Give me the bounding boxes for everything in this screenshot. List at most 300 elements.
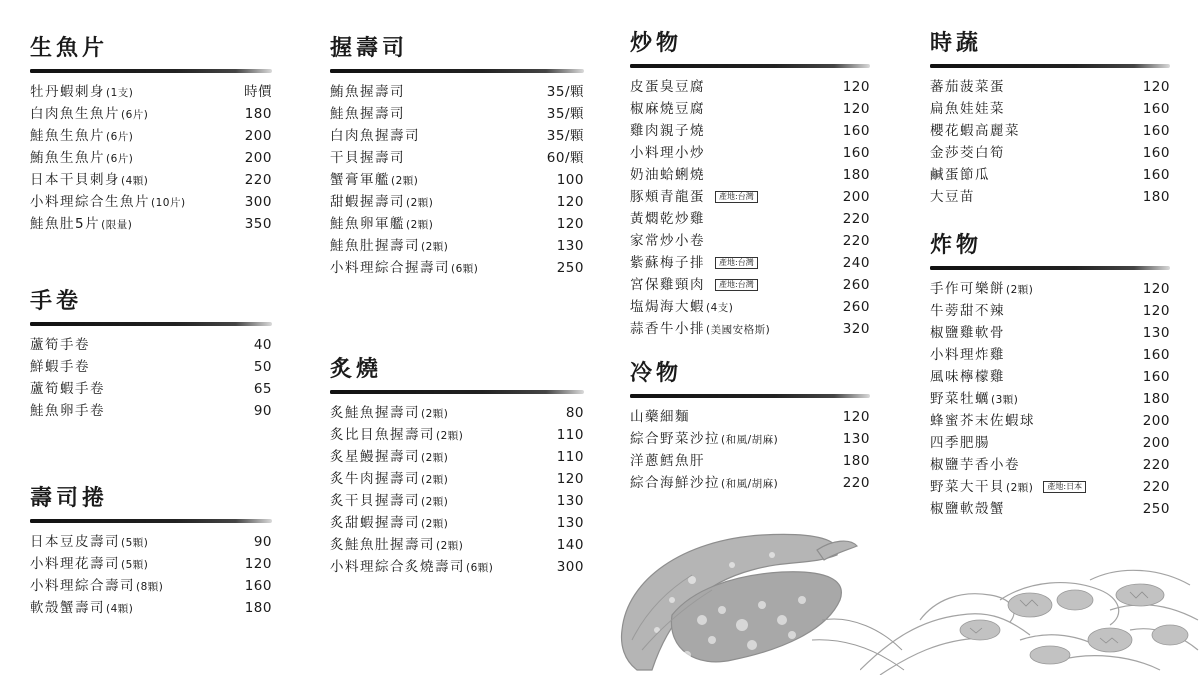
menu-item-price: 220 (244, 172, 272, 188)
menu-item-name-group (30, 356, 90, 378)
menu-item (30, 575, 272, 597)
menu-item-name: 甜蝦握壽司 (330, 194, 405, 210)
menu-item-price: 110 (556, 449, 584, 465)
menu-item (930, 76, 1170, 98)
origin-badge: 產地:日本 (1043, 481, 1086, 493)
menu-item-name-group (30, 191, 186, 214)
menu-item (30, 531, 272, 553)
menu-item (330, 402, 584, 424)
menu-item-name-group (30, 213, 132, 236)
menu-item-price: 35/顆 (546, 84, 584, 100)
menu-item-price: 120 (556, 471, 584, 487)
menu-item-note: (5顆) (121, 537, 149, 549)
menu-item-price: 160 (842, 123, 870, 139)
menu-item-name: 洋蔥鱈魚肝 (630, 453, 705, 469)
menu-item (30, 103, 272, 125)
menu-item-name: 椒鹽芋香小卷 (930, 457, 1020, 473)
menu-item-name: 鮪魚握壽司 (330, 84, 405, 100)
seafood-sketch-illustration (860, 560, 1200, 675)
menu-item-price: 120 (1142, 303, 1170, 319)
menu-item-name-group (930, 142, 1005, 164)
menu-item-price: 300 (244, 194, 272, 210)
menu-item-note: (2顆) (406, 219, 434, 231)
menu-item-name-group (930, 498, 1005, 520)
menu-item-name: 日本豆皮壽司 (30, 534, 120, 550)
menu-item-price: 350 (244, 216, 272, 232)
menu-item-price: 250 (556, 260, 584, 276)
menu-item-name-group (930, 410, 1035, 432)
menu-item-name: 小料理小炒 (630, 145, 705, 161)
menu-item-name: 手作可樂餅 (930, 281, 1005, 297)
menu-item-name-group (330, 235, 448, 258)
menu-item-name-group (330, 125, 420, 147)
menu-item (330, 424, 584, 446)
menu-item-name: 白肉魚握壽司 (330, 128, 420, 144)
menu-item-name: 綜合海鮮沙拉 (630, 475, 720, 491)
menu-item-name: 豚頰青龍蛋 (630, 189, 705, 205)
menu-item-price: 120 (244, 556, 272, 572)
menu-item-name-group (630, 208, 705, 230)
menu-item-note: (1支) (106, 87, 134, 99)
menu-item-price: 200 (244, 150, 272, 166)
section-title: 生魚片 (30, 35, 109, 61)
section-vegetables (930, 28, 1170, 208)
menu-item-name: 牛蒡甜不辣 (930, 303, 1005, 319)
menu-item-name-group (330, 257, 478, 280)
section-title: 炙燒 (330, 356, 383, 382)
menu-item-name: 炙牛肉握壽司 (330, 471, 420, 487)
menu-item-price: 130 (556, 515, 584, 531)
menu-item-name: 蘆筍蝦手卷 (30, 381, 105, 397)
menu-item (930, 164, 1170, 186)
menu-item-name-group (630, 472, 778, 495)
section-title: 手卷 (30, 288, 83, 314)
menu-item-name-group (330, 534, 463, 557)
menu-item (330, 446, 584, 468)
menu-item-name: 鮭魚生魚片 (30, 128, 105, 144)
menu-item-price: 200 (244, 128, 272, 144)
section-hand-roll (30, 286, 272, 422)
menu-item-note: (5顆) (121, 559, 149, 571)
section-stir-fry (630, 28, 870, 340)
menu-item-name-group (630, 186, 758, 208)
menu-item (330, 103, 584, 125)
menu-item-price: 160 (1142, 369, 1170, 385)
menu-item-price: 100 (556, 172, 584, 188)
menu-item-price: 120 (556, 216, 584, 232)
menu-item-note: (限量) (101, 219, 133, 231)
menu-item (930, 120, 1170, 142)
menu-item-name: 鹹蛋節瓜 (930, 167, 990, 183)
menu-item-name-group (330, 191, 433, 214)
menu-item-name-group (30, 400, 105, 422)
menu-item-price: 200 (1142, 435, 1170, 451)
origin-badge: 產地:台灣 (715, 191, 758, 203)
menu-item-name: 小料理綜合炙燒壽司 (330, 559, 465, 575)
menu-item (930, 142, 1170, 164)
menu-item-name: 黃燜乾炒雞 (630, 211, 705, 227)
menu-item-note: (和風/胡麻) (721, 478, 779, 490)
menu-item-price: 180 (244, 600, 272, 616)
menu-item-price: 220 (842, 211, 870, 227)
menu-item-name: 扁魚娃娃菜 (930, 101, 1005, 117)
menu-item-note: (4顆) (121, 175, 149, 187)
menu-item-name-group (330, 556, 493, 579)
menu-item-name: 干貝握壽司 (330, 150, 405, 166)
menu-item-price: 120 (842, 79, 870, 95)
menu-item (630, 76, 870, 98)
menu-item-name-group (330, 103, 405, 125)
menu-item-name-group (630, 120, 705, 142)
menu-item-price: 180 (1142, 189, 1170, 205)
menu-item-name-group (930, 366, 1005, 388)
brush-divider (630, 64, 870, 68)
menu-item-price: 320 (842, 321, 870, 337)
menu-item-name: 金莎茭白筍 (930, 145, 1005, 161)
menu-item-name-group (30, 553, 148, 576)
menu-item-note: (6顆) (451, 263, 479, 275)
menu-item-name-group (330, 402, 448, 425)
menu-item (630, 274, 870, 296)
menu-item-name: 家常炒小卷 (630, 233, 705, 249)
menu-item-price: 130 (556, 238, 584, 254)
menu-item (30, 191, 272, 213)
menu-item-name: 紫蘇梅子排 (630, 255, 705, 271)
menu-item-price: 35/顆 (546, 106, 584, 122)
menu-item-price: 35/顆 (546, 128, 584, 144)
menu-item-price: 240 (842, 255, 870, 271)
menu-item (930, 278, 1170, 300)
menu-item-name: 綜合野菜沙拉 (630, 431, 720, 447)
menu-item-price: 180 (842, 167, 870, 183)
origin-badge: 產地:台灣 (715, 279, 758, 291)
menu-item (30, 378, 272, 400)
brush-divider (330, 390, 584, 394)
menu-item-name-group (630, 296, 733, 319)
menu-item-name: 椒鹽軟殼蟹 (930, 501, 1005, 517)
menu-item (330, 191, 584, 213)
menu-item (930, 98, 1170, 120)
menu-item-price: 110 (556, 427, 584, 443)
menu-item-name: 四季肥腸 (930, 435, 990, 451)
menu-item-name-group (630, 274, 758, 296)
menu-item-note: (2顆) (1006, 284, 1034, 296)
menu-item (930, 454, 1170, 476)
origin-badge: 產地:台灣 (715, 257, 758, 269)
menu-item-note: (3顆) (991, 394, 1019, 406)
menu-item (930, 410, 1170, 432)
menu-item-name: 風味檸檬雞 (930, 369, 1005, 385)
menu-item (330, 213, 584, 235)
menu-item-price: 80 (565, 405, 584, 421)
menu-item-note: (2顆) (1006, 482, 1034, 494)
menu-item (330, 147, 584, 169)
menu-item-price: 130 (556, 493, 584, 509)
menu-item-name-group (930, 98, 1005, 120)
menu-item-name: 鮭魚卵手卷 (30, 403, 105, 419)
menu-item-name: 小料理綜合生魚片 (30, 194, 150, 210)
menu-item-name-group (930, 164, 990, 186)
menu-item-name: 蕃茄菠菜蛋 (930, 79, 1005, 95)
menu-item-name-group (930, 278, 1033, 301)
menu-item-name-group (930, 300, 1005, 322)
menu-item-note: (2顆) (436, 540, 464, 552)
menu-item-note: (8顆) (136, 581, 164, 593)
menu-item-name-group (30, 597, 133, 620)
menu-item-name-group (330, 490, 448, 513)
menu-item (330, 512, 584, 534)
menu-item-note: (2顆) (406, 197, 434, 209)
menu-item (330, 534, 584, 556)
menu-item (630, 318, 870, 340)
menu-item-price: 130 (1142, 325, 1170, 341)
menu-item-price: 120 (842, 101, 870, 117)
menu-item-price: 160 (842, 145, 870, 161)
menu-item-price: 300 (556, 559, 584, 575)
menu-item-note: (6片) (106, 131, 134, 143)
section-aburi (330, 354, 584, 578)
menu-item-name-group (30, 378, 105, 400)
menu-item (30, 213, 272, 235)
section-cold (630, 358, 870, 494)
menu-item (930, 388, 1170, 410)
menu-item-price: 220 (1142, 479, 1170, 495)
menu-item-price: 160 (1142, 123, 1170, 139)
menu-item (30, 597, 272, 619)
menu-item-name-group (630, 318, 770, 341)
menu-item-name: 白肉魚生魚片 (30, 106, 120, 122)
menu-item-name: 蜂蜜芥末佐蝦球 (930, 413, 1035, 429)
menu-item-name: 野菜大干貝 (930, 479, 1005, 495)
section-title: 炸物 (930, 232, 983, 258)
menu-item-name-group (30, 531, 148, 554)
menu-item-name: 炙干貝握壽司 (330, 493, 420, 509)
menu-item-price: 時價 (244, 84, 272, 100)
menu-item (330, 235, 584, 257)
menu-item-note: (2顆) (391, 175, 419, 187)
section-title: 壽司捲 (30, 485, 109, 511)
menu-item-note: (2顆) (421, 474, 449, 486)
menu-item (630, 208, 870, 230)
menu-item (930, 300, 1170, 322)
menu-item-price: 180 (1142, 391, 1170, 407)
brush-divider (30, 69, 272, 73)
section-title: 冷物 (630, 360, 683, 386)
menu-item-note: (6片) (106, 153, 134, 165)
menu-item-name: 塩焗海大蝦 (630, 299, 705, 315)
menu-item-name-group (630, 252, 758, 274)
menu-item-name-group (930, 344, 1005, 366)
brush-divider (30, 322, 272, 326)
menu-item-name: 小料理花壽司 (30, 556, 120, 572)
menu-item (630, 98, 870, 120)
menu-item-name: 蒜香牛小排 (630, 321, 705, 337)
menu-item-price: 40 (253, 337, 272, 353)
menu-item-name-group (930, 432, 990, 454)
menu-item-name-group (930, 388, 1018, 411)
menu-item-name-group (930, 476, 1086, 499)
menu-item-name: 野菜牡蠣 (930, 391, 990, 407)
menu-item-note: (2顆) (421, 518, 449, 530)
menu-item (630, 164, 870, 186)
section-nigiri (330, 33, 584, 279)
menu-item-price: 200 (842, 189, 870, 205)
menu-item (330, 125, 584, 147)
menu-item-name-group (330, 169, 418, 192)
menu-item-name-group (630, 406, 690, 428)
menu-item-name: 軟殼蟹壽司 (30, 600, 105, 616)
menu-item-name: 皮蛋臭豆腐 (630, 79, 705, 95)
menu-item-price: 160 (1142, 145, 1170, 161)
menu-item-price: 120 (1142, 79, 1170, 95)
menu-item-name: 鮭魚肚5片 (30, 216, 101, 232)
section-title: 時蔬 (930, 30, 983, 56)
menu-item-name-group (30, 334, 90, 356)
menu-item-name: 鮭魚卵軍艦 (330, 216, 405, 232)
menu-item-name: 蟹膏軍艦 (330, 172, 390, 188)
menu-item-note: (6片) (121, 109, 149, 121)
menu-item-note: (10片) (151, 197, 186, 209)
menu-item (930, 366, 1170, 388)
menu-item-price: 160 (1142, 347, 1170, 363)
menu-item (30, 356, 272, 378)
menu-item-name: 鮮蝦手卷 (30, 359, 90, 375)
section-fried (930, 230, 1170, 520)
menu-item-name-group (30, 81, 133, 104)
menu-item-name-group (330, 468, 448, 491)
menu-item-name-group (30, 169, 148, 192)
menu-item-note: (美國安格斯) (706, 324, 771, 336)
menu-item-name: 雞肉親子燒 (630, 123, 705, 139)
menu-item-name-group (30, 147, 133, 170)
menu-item-note: (2顆) (436, 430, 464, 442)
menu-item-name: 鮪魚生魚片 (30, 150, 105, 166)
section-sushi-roll (30, 483, 272, 619)
menu-item (30, 81, 272, 103)
menu-item-name-group (630, 450, 705, 472)
menu-item-name-group (630, 142, 705, 164)
menu-item-name-group (30, 103, 148, 126)
section-sashimi (30, 33, 272, 235)
menu-item-name: 牡丹蝦刺身 (30, 84, 105, 100)
menu-item-name: 鮭魚肚握壽司 (330, 238, 420, 254)
menu-item-name: 大豆苗 (930, 189, 975, 205)
menu-item (630, 142, 870, 164)
menu-item-name: 日本干貝刺身 (30, 172, 120, 188)
menu-item-note: (2顆) (421, 452, 449, 464)
menu-item-name: 炙甜蝦握壽司 (330, 515, 420, 531)
sushi-sketch-illustration (612, 520, 912, 675)
menu-item (930, 186, 1170, 208)
menu-item-name: 鮭魚握壽司 (330, 106, 405, 122)
menu-item-name: 櫻花蝦高麗菜 (930, 123, 1020, 139)
menu-item (930, 432, 1170, 454)
menu-item-name-group (930, 186, 975, 208)
menu-item-price: 160 (244, 578, 272, 594)
brush-divider (630, 394, 870, 398)
menu-item (30, 125, 272, 147)
menu-item-name-group (330, 213, 433, 236)
menu-item-name: 宮保雞頸肉 (630, 277, 705, 293)
menu-item-name: 小料理綜合握壽司 (330, 260, 450, 276)
menu-item-name-group (630, 76, 705, 98)
menu-item (630, 252, 870, 274)
section-title: 炒物 (630, 30, 683, 56)
menu-item-name: 小料理炸雞 (930, 347, 1005, 363)
menu-item-name-group (330, 446, 448, 469)
menu-item-name: 炙比目魚握壽司 (330, 427, 435, 443)
menu-item-name: 椒麻燒豆腐 (630, 101, 705, 117)
menu-item-name-group (330, 424, 463, 447)
menu-item (330, 81, 584, 103)
menu-item-name: 奶油蛤蜊燒 (630, 167, 705, 183)
section-title: 握壽司 (330, 35, 409, 61)
menu-item (630, 120, 870, 142)
menu-item-name-group (930, 322, 1005, 344)
menu-item-note: (和風/胡麻) (721, 434, 779, 446)
menu-item (30, 553, 272, 575)
menu-item (330, 257, 584, 279)
menu-item (30, 147, 272, 169)
menu-item (630, 406, 870, 428)
menu-item (930, 476, 1170, 498)
menu-item-price: 180 (244, 106, 272, 122)
menu-item (630, 472, 870, 494)
menu-item-price: 65 (253, 381, 272, 397)
menu-item (930, 498, 1170, 520)
menu-item-name-group (330, 512, 448, 535)
menu-item-name: 小料理綜合壽司 (30, 578, 135, 594)
menu-item-price: 50 (253, 359, 272, 375)
menu-item-note: (6顆) (466, 562, 494, 574)
menu-item-price: 260 (842, 299, 870, 315)
menu-item (630, 450, 870, 472)
menu-item-name-group (630, 98, 705, 120)
menu-item-name-group (330, 147, 405, 169)
menu-item (30, 400, 272, 422)
brush-divider (930, 64, 1170, 68)
menu-item-price: 160 (1142, 167, 1170, 183)
menu-item-price: 140 (556, 537, 584, 553)
menu-item-name-group (30, 575, 163, 598)
menu-item-price: 220 (1142, 457, 1170, 473)
menu-item-note: (4支) (706, 302, 734, 314)
menu-item-name: 炙星鰻握壽司 (330, 449, 420, 465)
menu-item-name-group (630, 428, 778, 451)
menu-item (330, 169, 584, 191)
menu-item-name-group (930, 454, 1020, 476)
menu-item (930, 344, 1170, 366)
menu-item-name: 蘆筍手卷 (30, 337, 90, 353)
menu-item-price: 120 (1142, 281, 1170, 297)
brush-divider (30, 519, 272, 523)
menu-item-price: 60/顆 (546, 150, 584, 166)
menu-item-price: 120 (842, 409, 870, 425)
menu-item-price: 90 (253, 534, 272, 550)
menu-item-note: (2顆) (421, 241, 449, 253)
menu-item-price: 130 (842, 431, 870, 447)
menu-item-price: 220 (842, 233, 870, 249)
menu-item (330, 556, 584, 578)
menu-item-price: 160 (1142, 101, 1170, 117)
menu-item-name-group (930, 120, 1020, 142)
menu-item-name-group (930, 76, 1005, 98)
menu-item-price: 120 (556, 194, 584, 210)
menu-item (630, 428, 870, 450)
menu-item (330, 468, 584, 490)
menu-item-note: (2顆) (421, 408, 449, 420)
menu-item-name-group (30, 125, 133, 148)
